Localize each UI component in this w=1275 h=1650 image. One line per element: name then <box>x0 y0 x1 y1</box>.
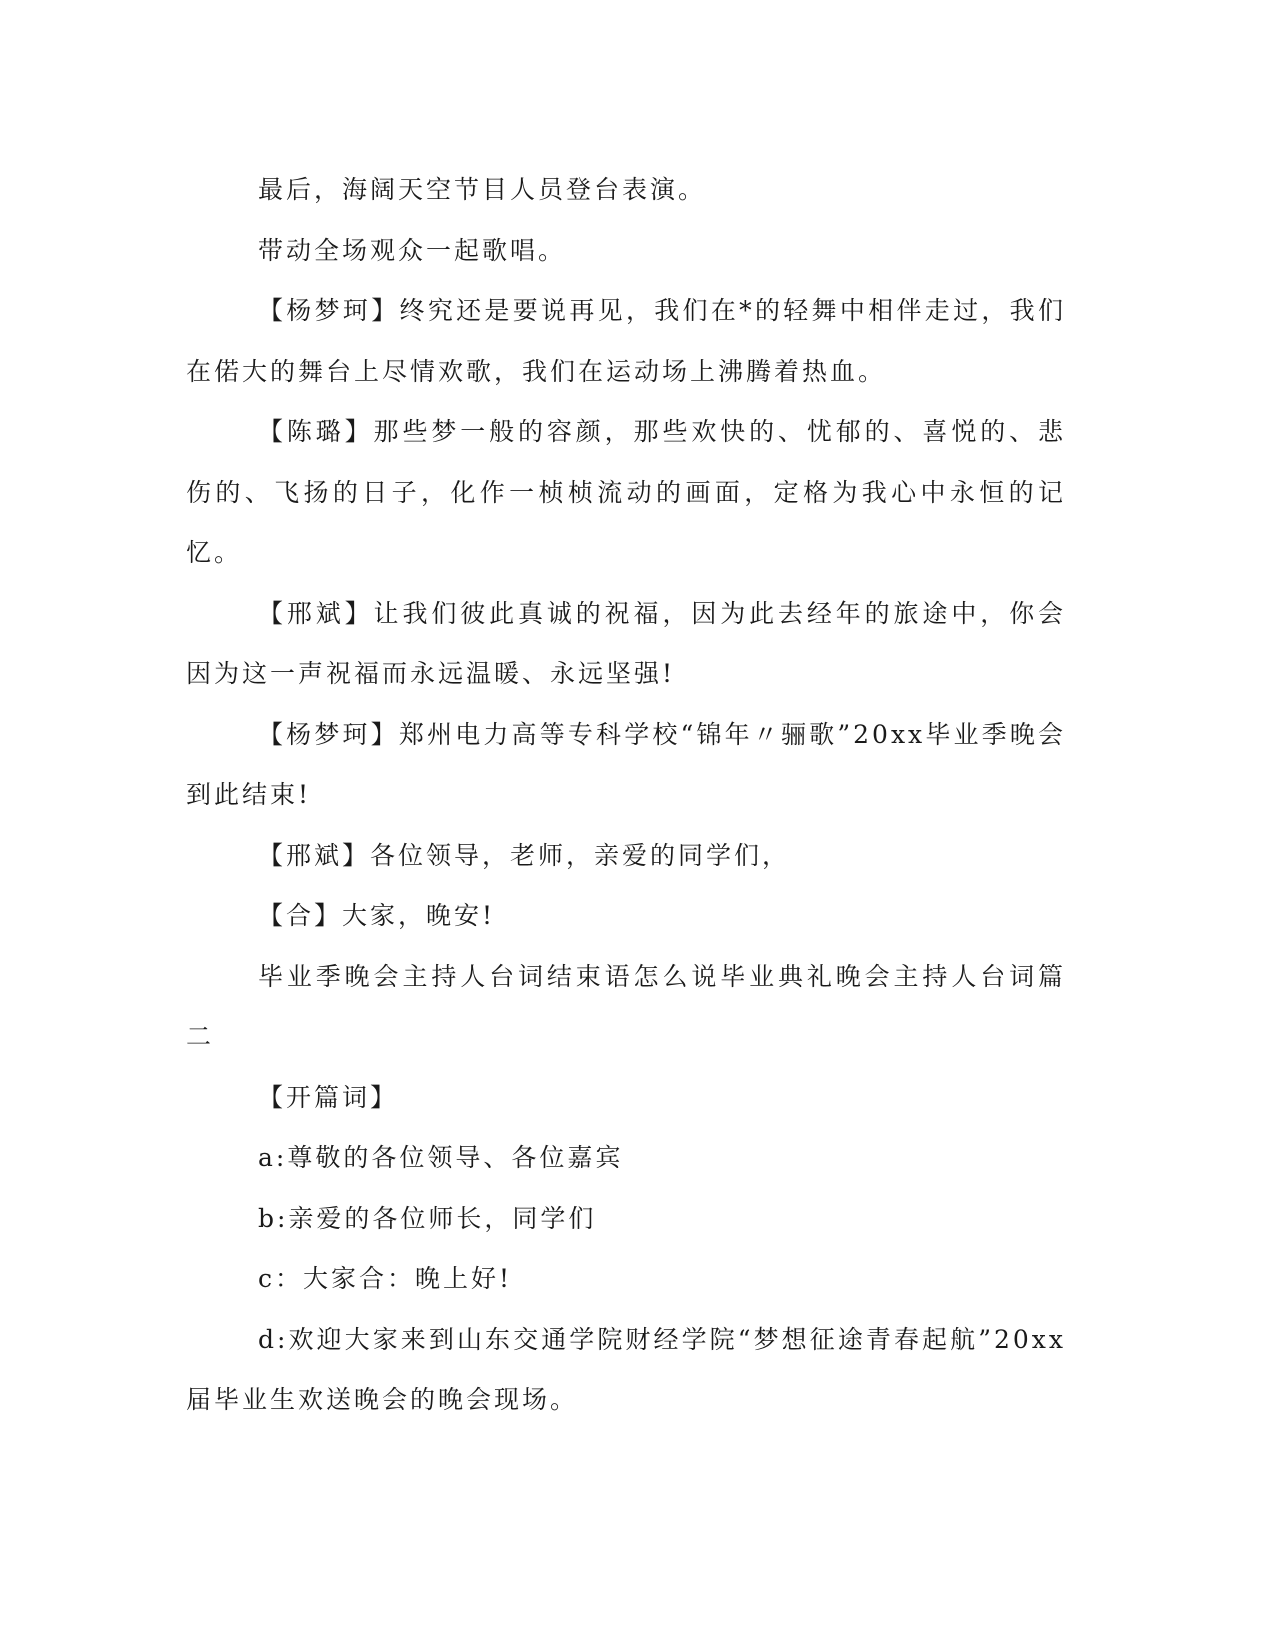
paragraph: 【陈璐】那些梦一般的容颜，那些欢快的、忧郁的、喜悦的、悲伤的、飞扬的日子，化作一桢桢流动的画面，定格为我心中永恒的记忆。 <box>186 417 1066 567</box>
document-body <box>186 160 1066 1431</box>
paragraph: d:欢迎大家来到山东交通学院财经学院“梦想征途青春起航”20xx届毕业生欢送晚会的晚会现场。 <box>186 1324 1066 1414</box>
paragraph: 【合】大家，晚安! <box>258 901 496 930</box>
paragraph: 毕业季晚会主持人台词结束语怎么说毕业典礼晚会主持人台词篇二 <box>186 961 1066 1051</box>
paragraph: c：大家合：晚上好! <box>258 1264 513 1293</box>
paragraph: 【开篇词】 <box>258 1082 399 1112</box>
paragraph: 【杨梦珂】郑州电力高等专科学校“锦年〃骊歌”20xx毕业季晚会到此结束! <box>186 719 1066 809</box>
paragraph: b:亲爱的各位师长，同学们 <box>258 1203 597 1233</box>
paragraph: 【邢斌】各位领导，老师，亲爱的同学们， <box>258 840 791 870</box>
paragraph: 带动全场观众一起歌唱。 <box>258 235 567 265</box>
paragraph: a:尊敬的各位领导、各位嘉宾 <box>258 1143 624 1172</box>
paragraph: 最后，海阔天空节目人员登台表演。 <box>258 175 707 204</box>
paragraph: 【杨梦珂】终究还是要说再见，我们在*的轻舞中相伴走过，我们在偌大的舞台上尽情欢歌，我们在运动场上沸腾着热血。 <box>186 296 1066 386</box>
paragraph: 【邢斌】让我们彼此真诚的祝福，因为此去经年的旅途中，你会因为这一声祝福而永远温暖、永远坚强! <box>186 598 1066 688</box>
